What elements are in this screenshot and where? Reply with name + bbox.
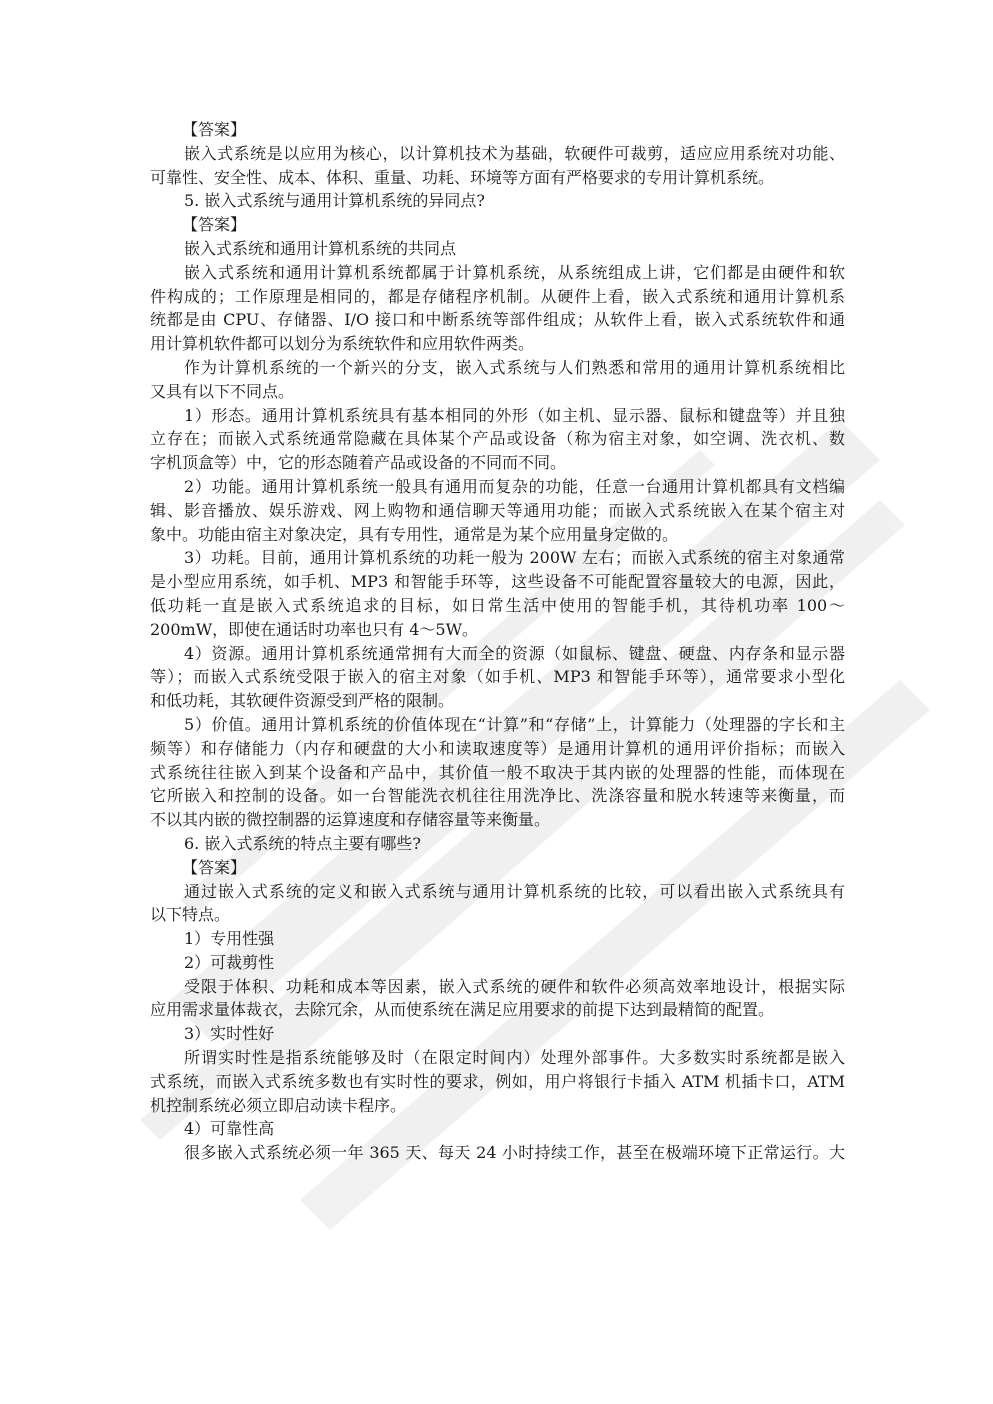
text-line: 以下特点。 <box>150 905 231 925</box>
text-line: 件构成的；工作原理是相同的，都是存储程序机制。从硬件上看，嵌入式系统和通用计算机系 <box>150 286 845 306</box>
text-line: 【答案】 <box>182 857 247 877</box>
text-line: 不以其内嵌的微控制器的运算速度和存储容量等来衡量。 <box>150 810 551 830</box>
document-page <box>150 118 845 1165</box>
text-line: 【答案】 <box>182 120 247 139</box>
text-line: 辑、影音播放、娱乐游戏、网上购物和通信聊天等通用功能；而嵌入式系统嵌入在某个宿主对 <box>150 500 845 520</box>
text-line: 嵌入式系统和通用计算机系统的共同点 <box>184 238 457 258</box>
text-line: 受限于体积、功耗和成本等因素，嵌入式系统的硬件和软件必须高效率地设计，根据实际 <box>184 976 845 996</box>
text-line: 2）功能。通用计算机系统一般具有通用而复杂的功能，任意一台通用计算机都具有文档编 <box>184 476 845 496</box>
text-line: 2）可裁剪性 <box>184 952 275 972</box>
text-line: 频等）和存储能力（内存和硬盘的大小和读取速度等）是通用计算机的通用评价指标；而嵌入 <box>150 738 845 758</box>
text-line: 1）形态。通用计算机系统具有基本相同的外形（如主机、显示器、鼠标和键盘等）并且独 <box>184 405 845 425</box>
text-line: 式系统，而嵌入式系统多数也有实时性的要求，例如，用户将银行卡插入 ATM 机插卡口，ATM <box>150 1071 845 1091</box>
text-line: 作为计算机系统的一个新兴的分支，嵌入式系统与人们熟悉和常用的通用计算机系统相比 <box>184 357 845 377</box>
text-line: 200mW，即使在通话时功率也只有 4～5W。 <box>150 619 479 639</box>
text-line: 统都是由 CPU、存储器、I/O 接口和中断系统等部件组成；从软件上看，嵌入式系统软件和通 <box>150 310 845 330</box>
text-line: 3）实时性好 <box>184 1024 275 1044</box>
text-line: 所谓实时性是指系统能够及时（在限定时间内）处理外部事件。大多数实时系统都是嵌入 <box>184 1048 845 1068</box>
text-line: 应用需求量体裁衣，去除冗余，从而使系统在满足应用要求的前提下达到最精简的配置。 <box>150 1000 775 1020</box>
text-line: 和低功耗，其软硬件资源受到严格的限制。 <box>150 691 455 711</box>
text-line: 4）可靠性高 <box>184 1119 275 1139</box>
text-line: 字机顶盒等）中，它的形态随着产品或设备的不同而不同。 <box>150 453 567 473</box>
text-line: 立存在；而嵌入式系统通常隐藏在具体某个产品或设备（称为宿主对象，如空调、洗衣机、数 <box>150 429 845 449</box>
text-line: 是小型应用系统，如手机、MP3 和智能手环等，这些设备不可能配置容量较大的电源，因此， <box>150 572 845 592</box>
text-line: 6. 嵌入式系统的特点主要有哪些? <box>184 833 421 853</box>
text-line: 【答案】 <box>182 215 247 235</box>
text-line: 通过嵌入式系统的定义和嵌入式系统与通用计算机系统的比较，可以看出嵌入式系统具有 <box>184 881 845 901</box>
text-line: 式系统往往嵌入到某个设备和产品中，其价值一般不取决于其内嵌的处理器的性能，而体现在 <box>150 762 845 782</box>
text-line: 可靠性、安全性、成本、体积、重量、功耗、环境等方面有严格要求的专用计算机系统。 <box>150 167 775 187</box>
document-text <box>150 118 845 1165</box>
text-line: 5）价值。通用计算机系统的价值体现在“计算”和“存储”上，计算能力（处理器的字长和主 <box>184 714 845 734</box>
text-line: 嵌入式系统是以应用为核心，以计算机技术为基础，软硬件可裁剪，适应应用系统对功能、 <box>184 143 845 163</box>
text-line: 象中。功能由宿主对象决定，具有专用性，通常是为某个应用量身定做的。 <box>150 524 679 544</box>
text-line: 低功耗一直是嵌入式系统追求的目标，如日常生活中使用的智能手机，其待机功率 100～ <box>150 595 845 615</box>
text-line: 它所嵌入和控制的设备。如一台智能洗衣机往往用洗净比、洗涤容量和脱水转速等来衡量，而 <box>150 786 845 806</box>
text-line: 用计算机软件都可以划分为系统软件和应用软件两类。 <box>150 334 535 354</box>
text-line: 3）功耗。目前，通用计算机系统的功耗一般为 200W 左右；而嵌入式系统的宿主对象通常 <box>184 548 845 568</box>
text-line: 4）资源。通用计算机系统通常拥有大而全的资源（如鼠标、键盘、硬盘、内存条和显示器 <box>184 643 845 663</box>
text-line: 又具有以下不同点。 <box>150 381 295 401</box>
text-line: 很多嵌入式系统必须一年 365 天、每天 24 小时持续工作，甚至在极端环境下正常运行。大 <box>184 1143 845 1163</box>
text-line: 5. 嵌入式系统与通用计算机系统的异同点? <box>184 191 485 211</box>
text-line: 1）专用性强 <box>184 929 275 949</box>
text-line: 嵌入式系统和通用计算机系统都属于计算机系统，从系统组成上讲，它们都是由硬件和软 <box>184 262 845 282</box>
text-line: 等）；而嵌入式系统受限于嵌入的宿主对象（如手机、MP3 和智能手环等），通常要求小型化 <box>150 667 845 687</box>
text-line: 机控制系统必须立即启动读卡程序。 <box>150 1095 407 1115</box>
